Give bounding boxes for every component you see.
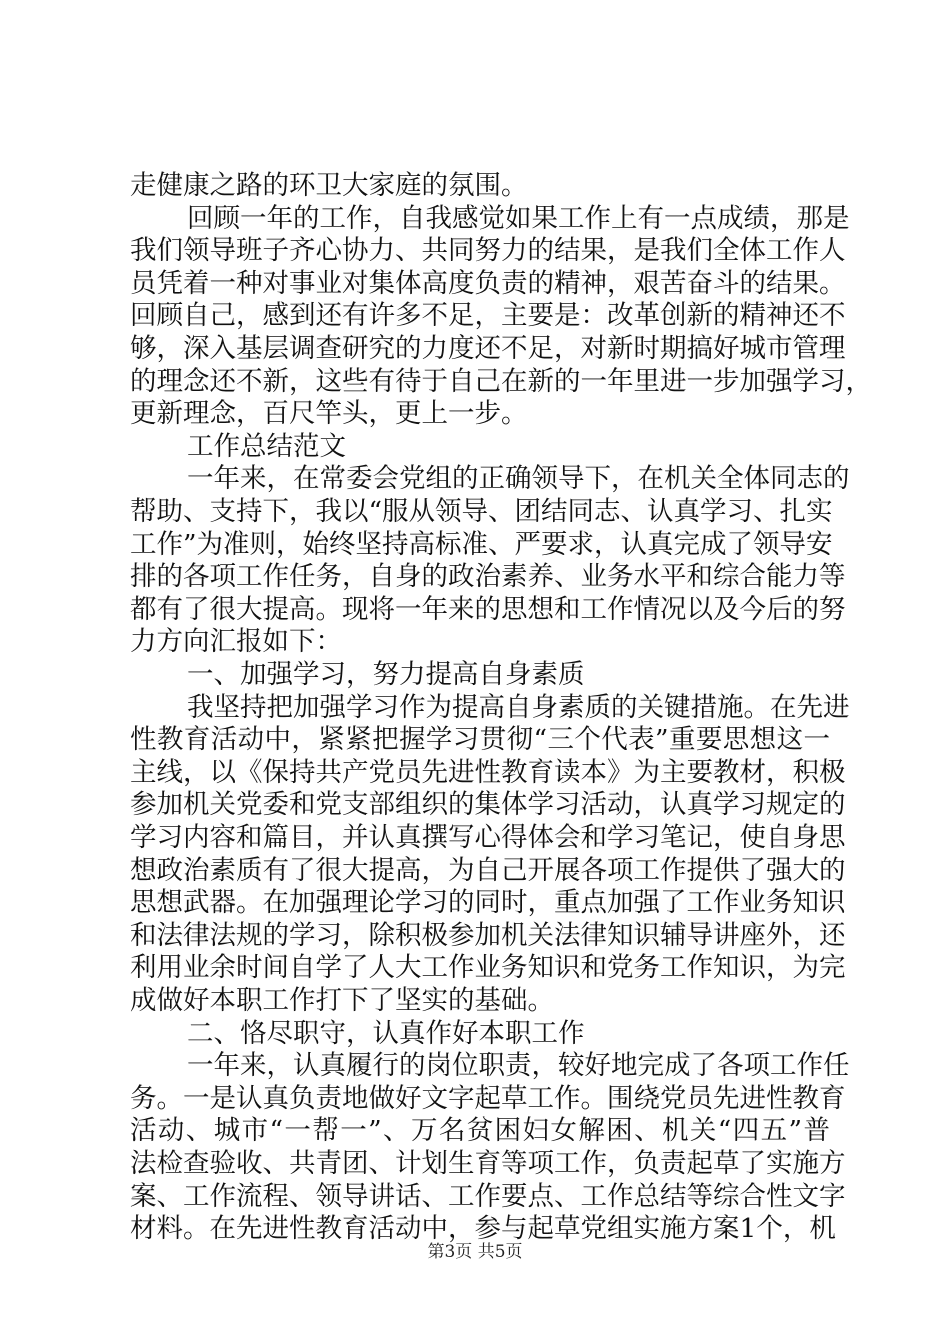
text-line: 帮助、支持下，我以“服从领导、团结同志、认真学习、扎实 (130, 496, 833, 527)
page-number-footer: 第3页 共5页 (427, 1242, 523, 1262)
paragraph-first-line: 一年来，在常委会党组的正确领导下，在机关全体同志的 (187, 463, 850, 495)
section-title: 工作总结范文 (187, 430, 346, 462)
text-line: 都有了很大提高。现将一年来的思想和工作情况以及今后的努 (130, 593, 846, 625)
text-line: 走健康之路的环卫大家庭的氛围。 (130, 170, 528, 201)
text-line: 更新理念，百尺竿头，更上一步。 (130, 398, 528, 430)
section-heading: 一、加强学习，努力提高自身素质 (187, 659, 585, 690)
text-line: 主线，以《保持共产党员先进性教育读本》为主要教材，积极 (130, 756, 846, 788)
text-line: 法检查验收、共青团、计划生育等项工作，负责起草了实施方 (130, 1148, 846, 1179)
text-line: 想政治素质有了很大提高，为自己开展各项工作提供了强大的 (130, 854, 846, 886)
text-line: 性教育活动中，紧紧把握学习贯彻“三个代表”重要思想这一 (130, 724, 830, 756)
text-line: 力方向汇报如下： (130, 626, 342, 658)
paragraph-first-line: 回顾一年的工作，自我感觉如果工作上有一点成绩，那是 (187, 202, 850, 234)
text-line: 排的各项工作任务，自身的政治素养、业务水平和综合能力等 (130, 561, 846, 593)
paragraph-first-line: 一年来，认真履行的岗位职责，较好地完成了各项工作任 (187, 1050, 850, 1082)
text-line: 工作”为准则，始终坚持高标准、严要求，认真完成了领导安 (130, 528, 833, 560)
text-line: 学习内容和篇目，并认真撰写心得体会和学习笔记，使自身思 (130, 822, 846, 853)
text-line: 和法律法规的学习，除积极参加机关法律知识辅导讲座外，还 (130, 919, 846, 951)
text-line: 活动、城市“一帮一”、万名贫困妇女解困、机关“四五”普 (130, 1115, 830, 1147)
text-line: 回顾自己，感到还有许多不足，主要是：改革创新的精神还不 (130, 300, 846, 332)
text-line: 思想武器。在加强理论学习的同时，重点加强了工作业务知识 (130, 887, 846, 919)
text-line: 成做好本职工作打下了坚实的基础。 (130, 985, 554, 1016)
text-line: 务。一是认真负责地做好文字起草工作。围绕党员先进性教育 (130, 1082, 846, 1114)
text-line: 利用业余时间自学了人大工作业务知识和党务工作知识，为完 (130, 952, 846, 984)
paragraph-first-line: 我坚持把加强学习作为提高自身素质的关键措施。在先进 (187, 691, 850, 723)
text-line: 够，深入基层调查研究的力度还不足，对新时期搞好城市管理 (130, 333, 846, 364)
text-line: 员凭着一种对事业对集体高度负责的精神，艰苦奋斗的结果。 (130, 267, 846, 299)
text-line: 材料。在先进性教育活动中，参与起草党组实施方案1个，机 (130, 1213, 836, 1245)
text-line: 案、工作流程、领导讲话、工作要点、工作总结等综合性文字 (130, 1180, 846, 1212)
text-line: 的理念还不新，这些有待于自己在新的一年里进一步加强学习， (130, 365, 872, 397)
section-heading: 二、恪尽职守，认真作好本职工作 (187, 1017, 585, 1049)
text-line: 参加机关党委和党支部组织的集体学习活动，认真学习规定的 (130, 789, 846, 821)
text-line: 我们领导班子齐心协力、共同努力的结果，是我们全体工作人 (130, 235, 846, 267)
